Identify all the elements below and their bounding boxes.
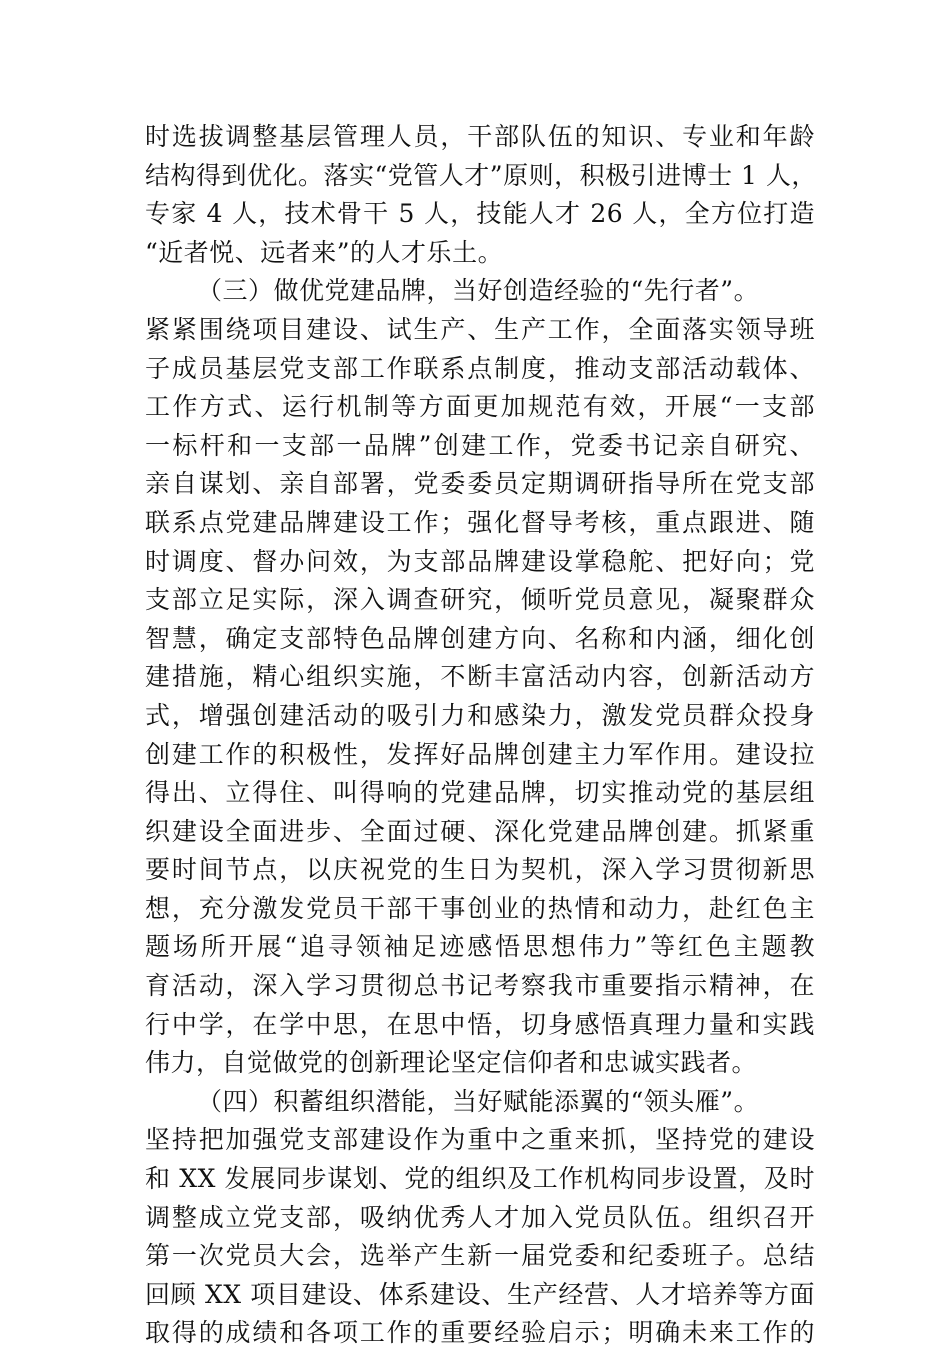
text-line: 亲自谋划、亲自部署，党委委员定期调研指导所在党支部: [145, 469, 815, 499]
section-heading: （三）做优党建品牌，当好创造经验的“先行者”。: [197, 276, 760, 306]
text-line: 想，充分激发党员干部干事创业的热情和动力，赴红色主: [145, 893, 815, 923]
text-line: 结构得到优化。落实“党管人才”原则，积极引进博士 1 人，: [145, 160, 817, 190]
text-line: 联系点党建品牌建设工作；强化督导考核，重点跟进、随: [145, 507, 815, 537]
text-line: 建措施，精心组织实施，不断丰富活动内容，创新活动方: [145, 662, 815, 692]
text-line: 一标杆和一支部一品牌”创建工作，党委书记亲自研究、: [145, 430, 815, 460]
text-line: 取得的成绩和各项工作的重要经验启示；明确未来工作的: [145, 1318, 815, 1348]
text-line: 工作方式、运行机制等方面更加规范有效，开展“一支部: [145, 392, 815, 422]
text-line: 时选拔调整基层管理人员，干部队伍的知识、专业和年龄: [145, 122, 815, 151]
text-line: 调整成立党支部，吸纳优秀人才加入党员队伍。组织召开: [145, 1202, 815, 1232]
text-line: 紧紧围绕项目建设、试生产、生产工作，全面落实领导班: [145, 314, 815, 344]
text-line: 创建工作的积极性，发挥好品牌创建主力军作用。建设拉: [145, 739, 815, 769]
text-line: 支部立足实际，深入调查研究，倾听党员意见，凝聚群众: [145, 585, 815, 615]
document-page: [145, 118, 815, 1353]
text-line: 时调度、督办问效，为支部品牌建设掌稳舵、把好向；党: [145, 546, 815, 576]
section-heading: （四）积蓄组织潜能，当好赋能添翼的“领头雁”。: [197, 1086, 760, 1116]
text-line: 行中学，在学中思，在思中悟，切身感悟真理力量和实践: [145, 1009, 815, 1039]
text-line: 和 XX 发展同步谋划、党的组织及工作机构同步设置，及时: [145, 1164, 815, 1194]
text-line: 题场所开展“追寻领袖足迹感悟思想伟力”等红色主题教: [145, 932, 815, 962]
text-line: 育活动，深入学习贯彻总书记考察我市重要指示精神，在: [145, 971, 815, 1001]
text-line: 坚持把加强党支部建设作为重中之重来抓，坚持党的建设: [145, 1125, 815, 1155]
text-line: 智慧，确定支部特色品牌创建方向、名称和内涵，细化创: [145, 623, 815, 653]
text-line: 第一次党员大会，选举产生新一届党委和纪委班子。总结: [145, 1241, 815, 1271]
text-line: 回顾 XX 项目建设、体系建设、生产经营、人才培养等方面: [145, 1279, 815, 1309]
text-line: 织建设全面进步、全面过硬、深化党建品牌创建。抓紧重: [145, 816, 815, 846]
text-line: 要时间节点，以庆祝党的生日为契机，深入学习贯彻新思: [145, 855, 815, 885]
text-line: 得出、立得住、叫得响的党建品牌，切实推动党的基层组: [145, 778, 815, 808]
text-line: “近者悦、远者来”的人才乐土。: [145, 237, 504, 267]
text-line: 子成员基层党支部工作联系点制度，推动支部活动载体、: [145, 353, 815, 383]
text-line: 式，增强创建活动的吸引力和感染力，激发党员群众投身: [145, 700, 815, 730]
text-line: 伟力，自觉做党的创新理论坚定信仰者和忠诚实践者。: [145, 1048, 758, 1078]
text-line: 专家 4 人，技术骨干 5 人，技能人才 26 人，全方位打造: [145, 199, 815, 229]
